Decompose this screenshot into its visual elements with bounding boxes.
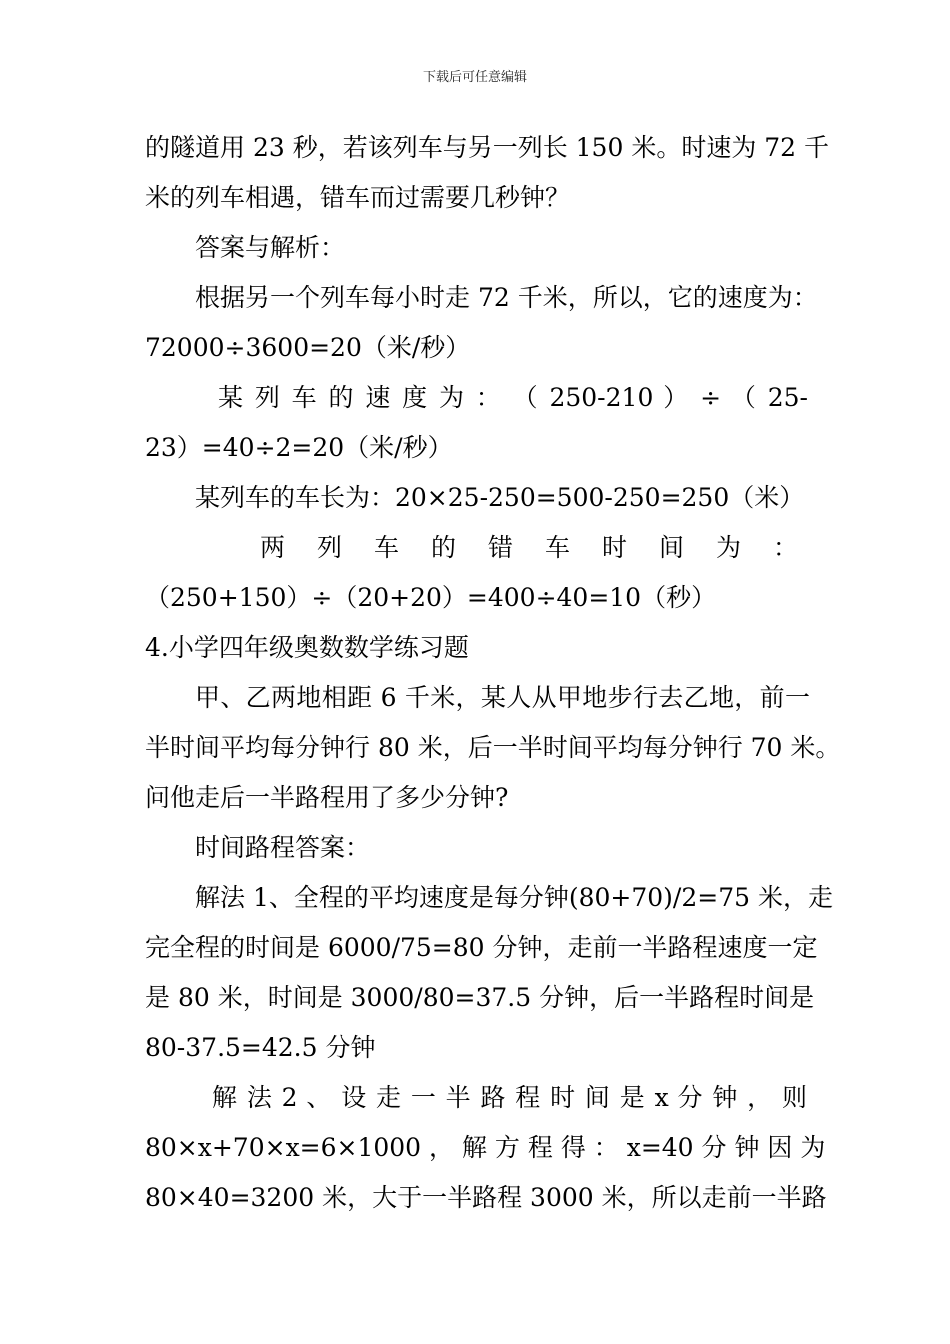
text-line: 米的列车相遇，错车而过需要几秒钟？: [145, 183, 571, 212]
text-line: 23）=40÷2=20（米/秒）: [145, 433, 453, 462]
text-line: 某列车的车长为：20×25-250=500-250=250（米）: [195, 483, 805, 512]
text-line: 解 法 2 、 设 走 一 半 路 程 时 间 是 x 分 钟 ， 则: [212, 1083, 807, 1112]
section-heading: 4.小学四年级奥数数学练习题: [145, 633, 469, 662]
text-line: 80×x+70×x=6×1000 ， 解 方 程 得 ： x=40 分 钟 因 为: [145, 1133, 826, 1162]
text-line: 是 80 米，时间是 3000/80=37.5 分钟，后一半路程时间是: [145, 983, 815, 1012]
text-line: 半时间平均每分钟行 80 米，后一半时间平均每分钟行 70 米。: [145, 733, 841, 762]
text-line: 解法 1、全程的平均速度是每分钟(80+70)/2=75 米，走: [195, 883, 833, 912]
text-line: 完全程的时间是 6000/75=80 分钟，走前一半路程速度一定: [145, 933, 818, 962]
text-line: 72000÷3600=20（米/秒）: [145, 333, 471, 362]
text-line: 某 列 车 的 速 度 为 ： （ 250-210 ） ÷ （ 25-: [218, 383, 808, 412]
text-line: 问他走后一半路程用了多少分钟?: [145, 783, 509, 812]
text-line: 80×40=3200 米，大于一半路程 3000 米，所以走前一半路: [145, 1183, 827, 1212]
text-line: 甲、乙两地相距 6 千米，某人从甲地步行去乙地，前一: [195, 683, 810, 712]
text-line: 两 列 车 的 错 车 时 间 为 ：: [260, 533, 798, 562]
section-heading: 答案与解析：: [195, 233, 346, 262]
text-line: （250+150）÷（20+20）=400÷40=10（秒）: [145, 583, 717, 612]
page-header: 下载后可任意编辑: [422, 70, 527, 85]
text-line: 根据另一个列车每小时走 72 千米，所以，它的速度为：: [195, 283, 818, 312]
text-line: 80-37.5=42.5 分钟: [145, 1033, 376, 1062]
section-heading: 时间路程答案：: [195, 833, 371, 862]
text-line: 的隧道用 23 秒，若该列车与另一列长 150 米。时速为 72 千: [145, 133, 830, 162]
